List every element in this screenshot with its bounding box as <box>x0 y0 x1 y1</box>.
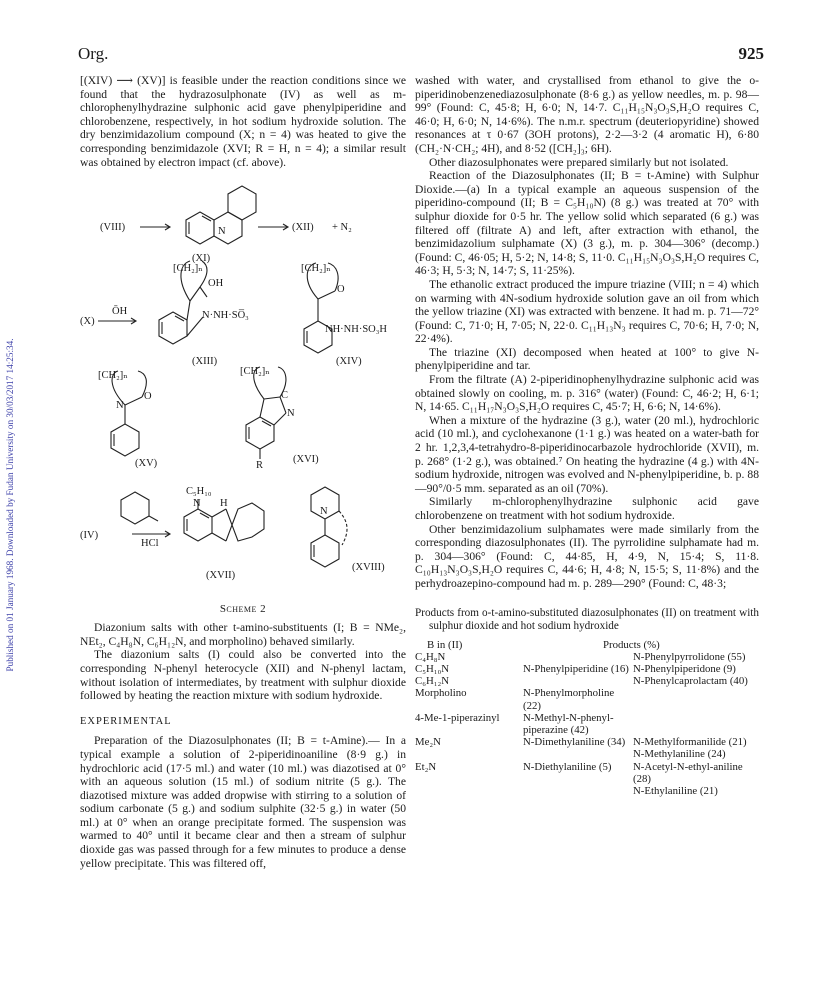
cell-product-1 <box>523 785 633 797</box>
cell-b: Morpholino <box>415 687 467 700</box>
cell-b <box>415 748 523 760</box>
page-number: 925 <box>738 44 764 63</box>
cell-product-1 <box>523 748 633 760</box>
text-paragraph: Other diazosulphonates were prepared similarly but not isolated. <box>429 155 729 169</box>
table-row <box>415 663 759 675</box>
label-ch2n-xv: [CH₂]ₙ <box>98 370 128 382</box>
cell-product-1: N-Dimethylaniline (34) <box>523 736 626 749</box>
label-oh: OH <box>208 278 224 290</box>
label-ch2n-xiii: [CH₂]ₙ <box>173 263 203 275</box>
label-oh-minus: ŌH <box>112 306 128 318</box>
label-xiii: (XIII) <box>192 356 218 368</box>
conversion-paragraph: The diazonium salts (I) could also be converted into the corresponding N-phenyl heterocycle (XII) and N-phenyl lactam, without isolation of intermediates, by treatment with sulphur dioxide followed by heating the reaction mixture with sodium hydroxide. <box>80 648 406 703</box>
products-table <box>415 639 759 798</box>
cell-product-2 <box>633 712 759 736</box>
scheme-caption: Scheme 2 <box>219 603 267 616</box>
left-column <box>80 74 406 870</box>
cation-xviii-structure <box>311 487 347 567</box>
cell-product-1: N-Phenylmorpholine (22) <box>523 687 615 712</box>
diazonium-paragraph: Diazonium salts with other t-amino-substituents (I; B = NMe₂, NEt₂, C₄H₈N, C₆H₁₂N, and morpholino) behaved similarly. <box>80 621 406 648</box>
scheme-drawing <box>80 169 406 609</box>
hydrazine-xiv-structure <box>304 263 338 353</box>
column-header-products: Products (%) <box>603 638 660 651</box>
cell-product-2: N-Methylformanilide (21) <box>633 736 747 749</box>
intro-paragraph: [(XIV) ⟶ (XV)] is feasible under the reaction conditions since we found that the hydrazosulphonate (IV) as well as m-chlorophenylhydrazine sulphonic acid gave phenylpiperidine and chlorobenzene, respectively, in hot sodium hydroxide solution. The dry benzimidazolium compound (X; n = 4) was heated to give the corresponding benzimidazole (XVI; R = H, n = 4); a similar result was obtained by electron impact (cf. above). <box>80 74 406 169</box>
text-paragraph: Other benzimidazolium sulphamates were made similarly from the corresponding diazosulphonates (II). The pyrrolidine sulphamate had m. p. 304—306° (Found: C, 44·85, H, 4·9, N, 15·4; S, 11·8. C₁₀H₁₃N₃O₃S,H₂O requires C, 44·6; H, 4·8; N, 15·5; S, 11·8%) and the perhydroazepino-compound had m. p. 289—290° (Found: C, 48·3; <box>415 522 759 590</box>
label-ch2n-xiv: [CH₂]ₙ <box>301 263 331 275</box>
label-xiv: (XIV) <box>336 356 362 368</box>
text-paragraph: Reaction of the Diazosulphonates (II; B = t-Amine) with Sulphur Dioxide.—(a) In a typical example an aqueous suspension of the piperidino-compound (II; B = C₅H₁₀N) (8 g.) was treated at 70° with sulphur dioxide for 0·5 hr. The yellow solid which separated (6 g.) was filtered off (filtrate A) and left, after extraction with ethanol, the benzimidazolium sulphamate (X) (3 g.), m. p. 304—306° (decomp.) (Found: C, 46·05; H, 5·2; N, 14·8; S, 11·0. C₁₁H₁₅N₃O₃S,H₂O requires C, 46·3; H, 5·3; N, 14·7; S, 11·25%). <box>415 169 759 278</box>
table-row <box>415 712 759 736</box>
download-watermark: Published on 01 January 1968. Downloaded by Fudan University on 30/03/2017 14:25:34. <box>5 338 15 672</box>
label-xvi: (XVI) <box>293 454 319 466</box>
cell-product-2: N-Phenylpiperidone (9) <box>633 662 736 675</box>
atom-r-xvi: R <box>256 460 264 472</box>
cell-b: C₄H₈N <box>415 650 446 663</box>
cell-b: C₅H₁₀N <box>415 662 450 675</box>
text-paragraph: From the filtrate (A) 2-piperidinophenylhydrazine sulphonic acid was obtained slowly on cooling, m. p. 316° (water) (Found: C, 46·2; H, 6·1; N, 14·65. C₁₁H₁₇N₃O₃S,H₂O requires C, 45·7; H, 6·6; N, 14·6%). <box>415 373 759 414</box>
right-column <box>415 74 759 797</box>
atom-h-xvii: H <box>220 498 228 510</box>
cell-product-2: N-Ethylaniline (21) <box>633 785 718 797</box>
label-ch2n-xvi: [CH₂]ₙ <box>240 366 270 378</box>
cell-product-2: N-Acetyl-N-ethyl-aniline (28) <box>633 760 743 785</box>
cyclohexanone-structure <box>121 492 158 524</box>
cell-b: 4-Me-1-piperazinyl <box>415 711 500 724</box>
label-xv: (XV) <box>135 458 158 470</box>
cell-product-1 <box>523 675 633 687</box>
cell-b: Me₂N <box>415 736 441 749</box>
journal-header: Org. <box>78 44 109 63</box>
label-xi: (XI) <box>192 253 211 265</box>
text-paragraph: When a mixture of the hydrazine (3 g.), water (20 ml.), hydrochloric acid (10 ml.), and cyclohexanone (1·1 g.) was heated on a water-bath for 2 hr. 1,2,3,4-tetrahydro-8-piperidinocarbazole hydrochloride (XVII), m. p. 268° (1·2 g.), was obtained.⁷ On heating the hydrazine (4 g.) with 4N-sodium hydroxide, nitrogen was evolved and N-phenylpiperidine, b. p. 88—90°/0·5 mm. separated as an oil (70%). <box>415 413 759 495</box>
cell-b <box>415 785 523 797</box>
lactam-xv-structure <box>111 371 146 456</box>
column-header-b: B in (II) <box>427 638 463 651</box>
text-paragraph: washed with water, and crystallised from ethanol to give the o-piperidinobenzenediazosulphonate (8·6 g.) as yellow needles, m. p. 98—99° (Found: C, 45·8; H, 6·0; N, 14·7. C₁₁H₁₅N₃O₃S,H₂O requires C, 46·0; H, 6·0; N, 14·6%). The n.m.r. spectrum (deuteriopyridine) showed resonances at τ 0·67 (3OH protons), 2·2—3·2 (4 aromatic H), 6·80 (CH₂·N·CH₂; 4H), and 8·52 ([CH₂]₃; 6H). <box>415 74 759 155</box>
label-iv: (IV) <box>80 530 99 542</box>
table-caption: Products from o-t-amino-substituted diazosulphonates (II) on treatment with sulphur dioxide and hot sodium hydroxide <box>415 606 759 632</box>
atom-n-xi: N <box>218 226 226 238</box>
preparation-paragraph: Preparation of the Diazosulphonates (II; B = t-Amine).— In a typical example a solution of 2-piperidinoaniline (8·9 g.) in hydrochloric acid (17·5 ml.) and water (10 ml.) was diazotised at 0° with an aqueous solution (15 ml.) of sodium nitrite (5 g.). The diazotised mixture was added dropwise with stirring to a solution of sodium carbonate (5 g.) and sodium sulphite (32·5 g.) in water (50 ml.) at 0° when an orange precipitate formed. The suspension was warmed to 40° until it became clear and then a stream of sulphur dioxide gas was passed through for a few minutes to produce a dense yellow precipitate. This was filtered off, <box>80 734 406 870</box>
cell-b: Et₂N <box>415 760 437 773</box>
section-heading-experimental: EXPERIMENTAL <box>80 715 172 727</box>
text-paragraph: Similarly m-chlorophenylhydrazine sulphonic acid gave chlorobenzene on treatment with hot sodium hydroxide. <box>415 495 759 522</box>
cell-product-1: N-Phenylpiperidine (16) <box>523 662 629 675</box>
atom-n-xvi: N <box>287 408 295 420</box>
label-xii: (XII) <box>292 222 314 234</box>
cell-product-2: N-Phenylcaprolactam (40) <box>633 675 748 688</box>
cell-product-2: N-Phenylpyrrolidone (55) <box>633 650 746 663</box>
label-c5h10: C₅H₁₀ <box>186 486 212 498</box>
label-nnh-so3: N·NH·SO̅₃ <box>202 310 249 322</box>
atom-o-xiv: O <box>337 284 345 296</box>
atom-o-xv: O <box>144 391 152 403</box>
table-row <box>415 687 759 711</box>
label-xviii: (XVIII) <box>352 562 385 574</box>
table-row <box>415 785 759 797</box>
table-header-row <box>415 639 759 651</box>
text-paragraph: The ethanolic extract produced the impure triazine (VIII; n = 4) which on warming with 4N-sodium hydroxide solution gave an oil from which the yellow triazine (XI) was extracted with benzene. It had m. p. 71—72° (Found: C, 71·0; H, 7·05; N, 22·0. C₁₁H₁₃N₃ requires C, 70·6; H, 7·0; N, 22·4%). <box>415 277 759 346</box>
text-paragraph: The triazine (XI) decomposed when heated at 100° to give N-phenylpiperidine and tar. <box>415 345 759 373</box>
table-row <box>415 675 759 687</box>
atom-n-xv: N <box>116 400 124 412</box>
label-hcl: HCl <box>141 538 159 550</box>
atom-n-xviii: N <box>320 506 328 518</box>
table-row <box>415 651 759 663</box>
cell-product-1 <box>523 651 633 663</box>
atom-n-xvii: N <box>193 498 201 510</box>
table-row <box>415 761 759 785</box>
cell-product-1: N-Methyl-N-phenyl-piperazine (42) <box>523 711 614 736</box>
label-plus-n2: + N₂ <box>332 222 352 234</box>
table-row <box>415 748 759 760</box>
label-nh-so3h: NH·NH·SO₃H <box>325 324 387 336</box>
cell-product-2: N-Methylaniline (24) <box>633 748 726 761</box>
reaction-scheme <box>80 169 406 616</box>
label-xvii: (XVII) <box>206 570 236 582</box>
table-row <box>415 736 759 748</box>
atom-c-xvi: C <box>281 390 289 402</box>
cell-b: C₆H₁₂N <box>415 675 450 688</box>
cell-product-1: N-Diethylaniline (5) <box>523 760 612 773</box>
cell-product-2 <box>633 687 759 711</box>
label-viii: (VIII) <box>100 222 126 234</box>
benzimidazole-xvi-structure <box>246 367 289 459</box>
label-x: (X) <box>80 316 95 328</box>
